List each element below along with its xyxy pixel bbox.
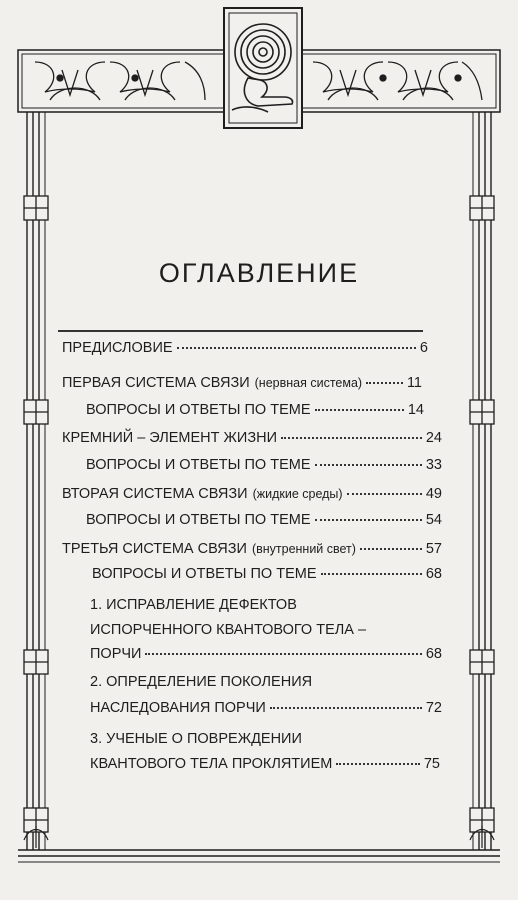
dot-leader	[281, 437, 422, 439]
art-nouveau-lily-ornament-icon	[313, 62, 482, 100]
toc-entry-title: НАСЛЕДОВАНИЯ ПОРЧИ	[90, 700, 266, 716]
square-ornament-icon	[470, 196, 494, 220]
page-number: 33	[425, 457, 442, 473]
toc-entry[interactable]	[86, 512, 442, 528]
square-ornament-icon	[24, 650, 48, 674]
dot-leader	[145, 653, 421, 655]
toc-entry-title: ВОПРОСЫ И ОТВЕТЫ ПО ТЕМЕ	[86, 402, 311, 418]
dot-leader	[360, 548, 422, 550]
dot-leader	[270, 707, 422, 709]
toc-entry[interactable]	[62, 375, 422, 391]
toc-entry-title: ПРЕДИСЛОВИЕ	[62, 340, 173, 356]
toc-entry[interactable]	[62, 486, 442, 502]
toc-entry[interactable]	[62, 430, 442, 446]
toc-entry-note: (внутренний свет)	[251, 542, 356, 556]
page-number: 49	[425, 486, 442, 502]
page-title: ОГЛАВЛЕНИЕ	[158, 258, 360, 288]
toc-entry[interactable]	[90, 700, 442, 716]
toc-entry-title: КРЕМНИЙ – ЭЛЕМЕНТ ЖИЗНИ	[62, 430, 278, 446]
divider	[58, 330, 423, 332]
toc-entry-title: ВОПРОСЫ И ОТВЕТЫ ПО ТЕМЕ	[92, 566, 317, 582]
dot-leader	[336, 763, 420, 765]
page-number: 72	[425, 700, 442, 716]
toc-entry-title-line[interactable]: 2. ОПРЕДЕЛЕНИЕ ПОКОЛЕНИЯ	[90, 674, 313, 690]
art-nouveau-lily-ornament-icon	[35, 62, 205, 100]
page-number: 57	[425, 541, 442, 557]
toc-entry-note: (нервная система)	[254, 376, 363, 390]
hand-with-spiral-emblem-icon	[224, 8, 302, 128]
page-number: 68	[425, 646, 442, 662]
toc-entry-title: ВТОРАЯ СИСТЕМА СВЯЗИ	[62, 486, 248, 502]
dot-leader	[177, 347, 416, 349]
toc-entry-title: ВОПРОСЫ И ОТВЕТЫ ПО ТЕМЕ	[86, 457, 311, 473]
page-number: 6	[419, 340, 428, 356]
toc-entry-title: КВАНТОВОГО ТЕЛА ПРОКЛЯТИЕМ	[90, 756, 333, 772]
toc-entry-note: (жидкие среды)	[252, 487, 343, 501]
dot-leader	[315, 464, 422, 466]
toc-entry-title-line[interactable]: ИСПОРЧЕННОГО КВАНТОВОГО ТЕЛА –	[90, 622, 367, 638]
dot-leader	[347, 493, 422, 495]
toc-entry-title-line[interactable]: 3. УЧЕНЫЕ О ПОВРЕЖДЕНИИ	[90, 731, 302, 747]
toc-entry[interactable]	[92, 566, 442, 582]
page-number: 68	[425, 566, 442, 582]
dot-leader	[315, 409, 404, 411]
dot-leader	[315, 519, 422, 521]
page-number: 24	[425, 430, 442, 446]
dot-leader	[366, 382, 403, 384]
toc-entry[interactable]	[62, 541, 442, 557]
toc-entry[interactable]	[62, 340, 428, 356]
toc-entry[interactable]	[86, 402, 424, 418]
square-ornament-icon	[470, 400, 494, 424]
toc-entry[interactable]	[86, 457, 442, 473]
dot-leader	[321, 573, 422, 575]
square-ornament-icon	[24, 196, 48, 220]
toc-entry[interactable]	[90, 646, 442, 662]
square-ornament-icon	[24, 400, 48, 424]
toc-entry-title: ПОРЧИ	[90, 646, 142, 662]
toc-entry[interactable]	[90, 756, 440, 772]
toc-entry-title: ТРЕТЬЯ СИСТЕМА СВЯЗИ	[62, 541, 247, 557]
page-number: 75	[423, 756, 440, 772]
toc-entry-title: ВОПРОСЫ И ОТВЕТЫ ПО ТЕМЕ	[86, 512, 311, 528]
page-number: 11	[406, 375, 422, 391]
page-number: 14	[407, 402, 424, 418]
page-number: 54	[425, 512, 442, 528]
toc-entry-title: ПЕРВАЯ СИСТЕМА СВЯЗИ	[62, 375, 250, 391]
toc-entry-title-line[interactable]: 1. ИСПРАВЛЕНИЕ ДЕФЕКТОВ	[90, 597, 297, 613]
square-ornament-icon	[470, 650, 494, 674]
